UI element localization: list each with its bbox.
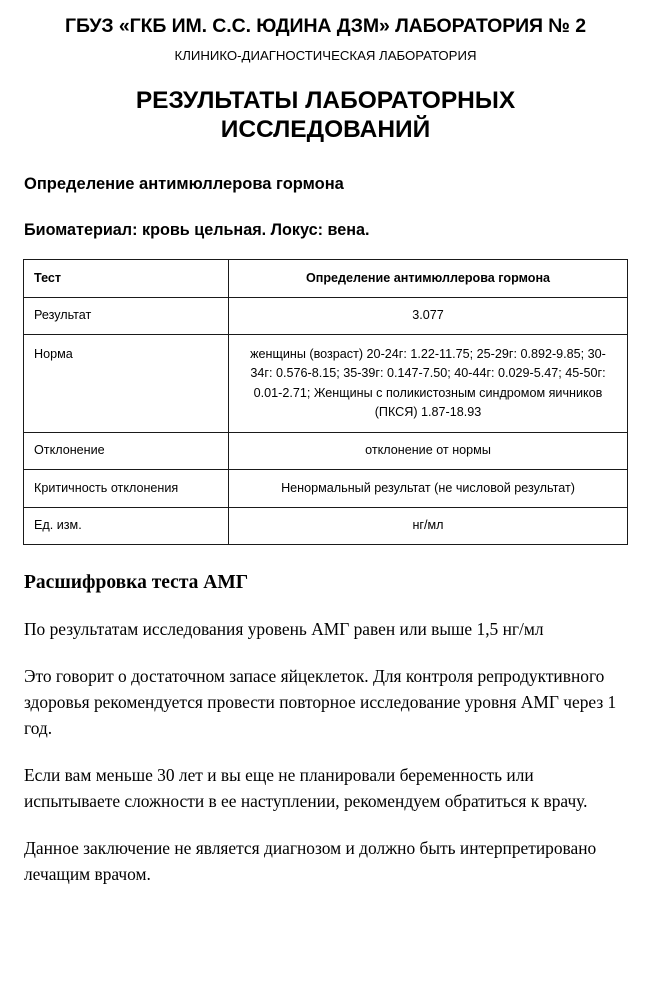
row-value: отклонение от нормы [229, 432, 628, 469]
table-header-label: Тест [24, 259, 229, 298]
table-header-value: Определение антимюллерова гормона [229, 259, 628, 298]
row-value: женщины (возраст) 20-24г: 1.22-11.75; 25-29г: 0.892-9.85; 30-34г: 0.576-8.15; 35-39г: 0.147-7.50; 40-44г: 0.029-5.47; 45-50г: 0.01-2.71; Женщины с поликистозным синдромом яичников (ПКСЯ) 1.87-18.93 [229, 335, 628, 433]
table-row [24, 508, 628, 545]
row-label: Критичность отклонения [24, 469, 229, 508]
row-value: Ненормальный результат (не числовой результат) [229, 469, 628, 508]
department-name: КЛИНИКО-ДИАГНОСТИЧЕСКАЯ ЛАБОРАТОРИЯ [174, 48, 477, 64]
row-label: Норма [24, 335, 229, 433]
results-table [23, 259, 628, 546]
row-label: Отклонение [24, 432, 229, 469]
table-row [24, 469, 628, 508]
organization-name: ГБУЗ «ГКБ ИМ. С.С. ЮДИНА ДЗМ» ЛАБОРАТОРИЯ № 2 [65, 15, 586, 37]
interpretation-paragraph: Данное заключение не является диагнозом и должно быть интерпретировано лечащим врачом. [24, 838, 597, 885]
table-row [24, 335, 628, 433]
row-value: нг/мл [229, 508, 628, 545]
row-label: Результат [24, 298, 229, 335]
interpretation-title: Расшифровка теста АМГ [24, 572, 249, 594]
table-header-row [24, 259, 628, 298]
table-row [24, 432, 628, 469]
row-label: Ед. изм. [24, 508, 229, 545]
row-value: 3.077 [229, 298, 628, 335]
biomaterial-line: Биоматериал: кровь цельная. Локус: вена. [24, 221, 370, 240]
interpretation-section [23, 571, 628, 887]
table-row [24, 298, 628, 335]
interpretation-paragraph: По результатам исследования уровень АМГ равен или выше 1,5 нг/мл [24, 618, 544, 639]
document-title: РЕЗУЛЬТАТЫ ЛАБОРАТОРНЫХ ИССЛЕДОВАНИЙ [135, 86, 516, 143]
test-section-heading: Определение антимюллерова гормона [24, 174, 344, 193]
interpretation-paragraph: Это говорит о достаточном запасе яйцеклеток. Для контроля репродуктивного здоровья рекомендуется провести повторное исследование уровня АМГ через 1 год. [24, 665, 617, 738]
interpretation-paragraph: Если вам меньше 30 лет и вы еще не планировали беременность или испытываете сложности в ее наступлении, рекомендуем обратиться к врачу. [24, 764, 588, 812]
